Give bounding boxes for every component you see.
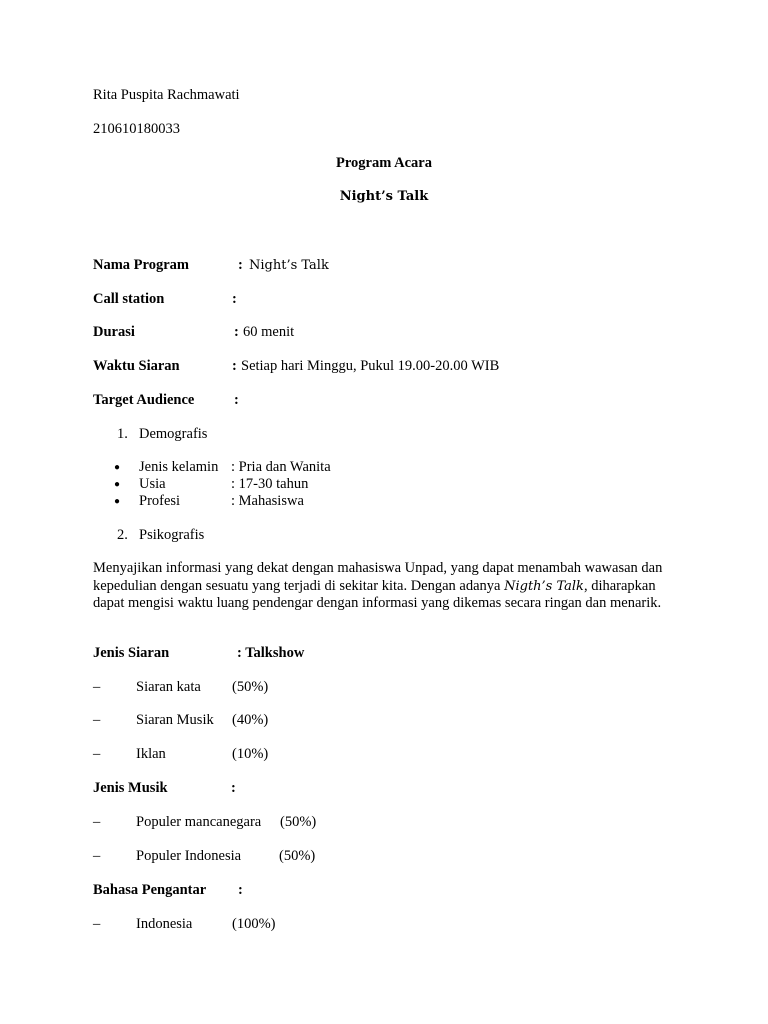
bahasa-label: Bahasa Pengantar [93, 882, 207, 898]
student-id: 210610180033 [93, 121, 180, 137]
nama-program-colon: : [238, 257, 243, 273]
nama-program-value: Night’s Talk [249, 258, 329, 273]
waktu-siaran-colon: : [232, 358, 237, 374]
psikografis-heading: Psikografis [139, 527, 205, 543]
bullet-icon: ● [114, 479, 121, 490]
demografis-item-label: Jenis kelamin [139, 459, 219, 475]
demografis-item-label: Profesi [139, 493, 181, 509]
demografis-item-value: : Mahasiswa [231, 493, 304, 509]
demografis-item-label: Usia [139, 476, 166, 492]
jenis-musik-label: Jenis Musik [93, 780, 168, 796]
siaran-item-name: Siaran Musik [136, 712, 214, 728]
musik-item-name: Populer Indonesia [136, 848, 242, 864]
siaran-item-pct: (50%) [232, 679, 269, 695]
call-station-colon: : [232, 291, 237, 307]
durasi-value: 60 menit [243, 324, 295, 340]
siaran-item-pct: (40%) [232, 712, 269, 728]
demografis-number: 1. [117, 426, 128, 442]
durasi-label: Durasi [93, 324, 135, 340]
list-dash: – [93, 712, 101, 728]
jenis-siaran-value: : Talkshow [237, 645, 305, 661]
target-audience-label: Target Audience [93, 392, 195, 408]
waktu-siaran-label: Waktu Siaran [93, 358, 180, 374]
demografis-heading: Demografis [139, 426, 208, 442]
musik-item-pct: (50%) [279, 848, 316, 864]
list-dash: – [93, 814, 101, 830]
paragraph-text: Menyajikan informasi yang dekat dengan mahasiswa Unpad, yang dapat menambah wawasan dan kepedulian dengan sesuatu yang terjadi di sekitar kita. Dengan adanya [93, 560, 663, 594]
jenis-siaran-label: Jenis Siaran [93, 645, 170, 661]
author-name: Rita Puspita Rachmawati [93, 87, 240, 103]
list-dash: – [93, 848, 101, 864]
siaran-item-name: Iklan [136, 746, 166, 762]
siaran-item-pct: (10%) [232, 746, 269, 762]
siaran-item-name: Siaran kata [136, 679, 201, 695]
bullet-icon: ● [114, 496, 121, 507]
demografis-item-value: : 17-30 tahun [231, 476, 309, 492]
psikografis-number: 2. [117, 527, 128, 543]
list-dash: – [93, 679, 101, 695]
list-dash: – [93, 916, 101, 932]
target-audience-colon: : [234, 392, 239, 408]
psikografis-paragraph [93, 560, 683, 613]
bahasa-item-pct: (100%) [232, 916, 276, 932]
musik-item-name: Populer mancanegara [136, 814, 262, 830]
waktu-siaran-value: Setiap hari Minggu, Pukul 19.00-20.00 WIB [241, 358, 500, 374]
bullet-icon: ● [114, 462, 121, 473]
list-dash: – [93, 746, 101, 762]
musik-item-pct: (50%) [280, 814, 317, 830]
paragraph-text: , diharapkan dapat mengisi waktu luang pendengar dengan informasi yang dikemas secara ringan dan menarik. [93, 577, 662, 611]
call-station-label: Call station [93, 291, 165, 307]
document-subtitle: Night’s Talk [339, 189, 429, 204]
bahasa-colon: : [238, 882, 243, 898]
durasi-colon: : [234, 324, 239, 340]
jenis-musik-colon: : [231, 780, 236, 796]
demografis-item-value: : Pria dan Wanita [231, 459, 331, 475]
bahasa-item-name: Indonesia [136, 916, 193, 932]
program-name-italic: Nigth’s Talk [504, 578, 584, 594]
document-title: Program Acara [336, 155, 432, 171]
nama-program-label: Nama Program [93, 257, 189, 273]
